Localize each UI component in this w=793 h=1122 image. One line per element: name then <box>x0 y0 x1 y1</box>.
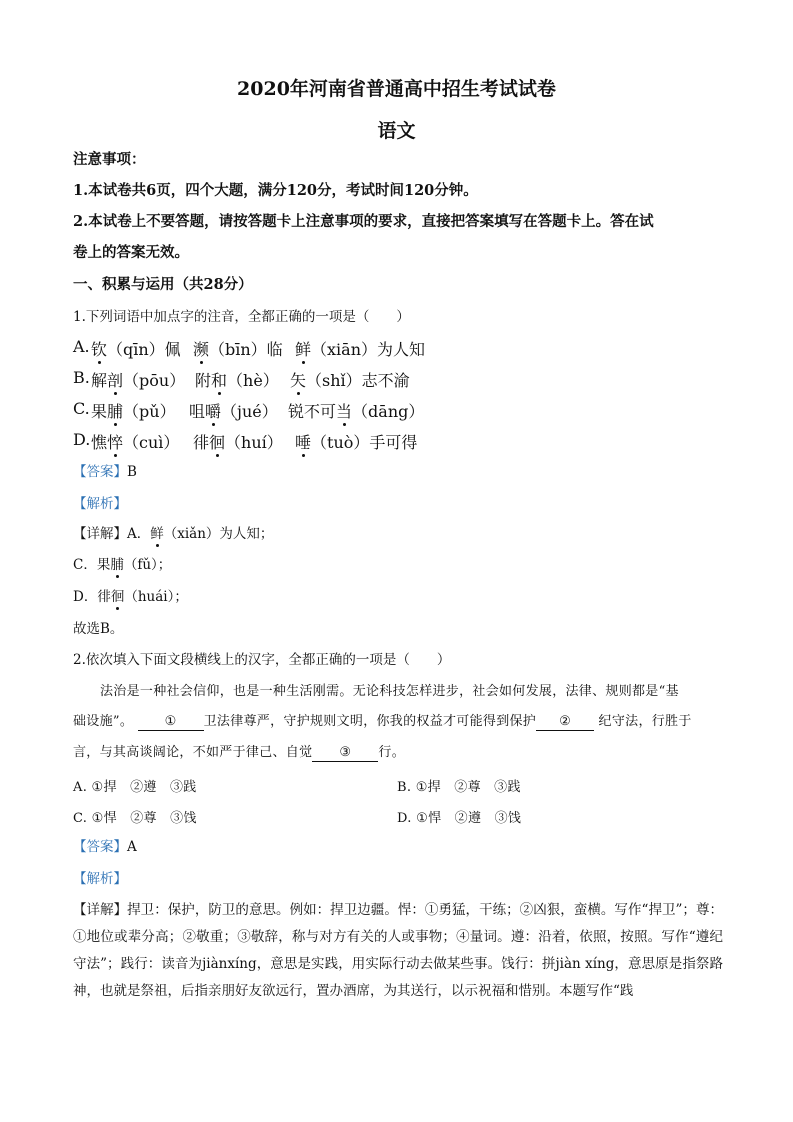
subject-title: 语文 <box>377 120 416 142</box>
q1-stem: 1.下列词语中加点字的注音，全都正确的一项是（ ） <box>73 309 410 325</box>
q1-detail-a: 【详解】A．鲜（xiǎn）为人知； <box>73 526 274 542</box>
notice-item-2-line-1: 2.本试卷上不要答题，请按答题卡上注意事项的要求，直接把答案填写在答题卡上。答在试 <box>73 213 654 230</box>
option-word: 唾（tuò）手可得 <box>295 430 417 453</box>
blank-1: ① <box>138 714 204 731</box>
q1-conclusion: 故选B。 <box>73 621 124 637</box>
option-word: 钦（qīn）佩 <box>91 337 181 360</box>
q1-analysis-label: 【解析】 <box>73 496 127 512</box>
option-word: 鲜（xiān）为人知 <box>295 337 425 360</box>
option-word: 果脯（pǔ） <box>91 399 176 422</box>
option-word: 附和（hè） <box>195 368 279 391</box>
notice-item-1: 1.本试卷共6页，四个大题，满分120分，考试时间120分钟。 <box>73 182 478 199</box>
option-label: D. <box>73 430 91 449</box>
option-word: 咀嚼（jué） <box>189 399 278 422</box>
q2-passage-line-2: 础设施”。 ① 卫法律尊严，守护规则文明，你我的权益才可能得到保护 ② 纪守法，行胜于 <box>73 714 692 729</box>
option-word: 锐不可当（dāng） <box>288 399 424 422</box>
q2-option-b: B. ①捍 ②尊 ③践 <box>397 780 521 795</box>
q2-option-a: A. ①捍 ②遵 ③践 <box>73 780 197 795</box>
option-label: B. <box>73 368 90 387</box>
option-word: 憔悴（cuì） <box>91 430 179 453</box>
q1-detail-c: C．果脯（fǔ）； <box>73 557 172 573</box>
q1-detail-d: D．徘徊（huái）； <box>73 589 188 605</box>
option-label: C. <box>73 399 90 418</box>
option-word: 濒（bīn）临 <box>193 337 283 360</box>
page-title: 2020年河南省普通高中招生考试试卷 <box>237 78 556 100</box>
q2-passage-line-3: 言，与其高谈阔论，不如严于律己、自觉 ③ 行。 <box>73 745 406 760</box>
option-word: 解剖（pōu） <box>91 368 185 391</box>
blank-3: ③ <box>312 745 378 762</box>
q2-analysis-label: 【解析】 <box>73 871 127 887</box>
section-heading: 一、积累与运用（共28分） <box>73 276 253 293</box>
notice-item-2-line-2: 卷上的答案无效。 <box>73 244 189 261</box>
q2-answer: 【答案】A <box>73 839 137 855</box>
option-label: A. <box>73 337 90 356</box>
notice-heading: 注意事项： <box>73 151 146 168</box>
q1-answer: 【答案】B <box>73 464 137 480</box>
option-word: 徘徊（huí） <box>193 430 283 453</box>
q2-passage-line-1: 法治是一种社会信仰，也是一种生活刚需。无论科技怎样进步，社会如何发展，法律、规则都是“基 <box>100 684 679 699</box>
q2-option-c: C. ①悍 ②尊 ③饯 <box>73 811 197 826</box>
q2-stem: 2.依次填入下面文段横线上的汉字，全都正确的一项是（ ） <box>73 652 451 668</box>
q2-detail: 【详解】捍卫：保护，防卫的意思。例如：捍卫边疆。悍：①勇猛，干练；②凶狠，蛮横。写作“捍卫”；尊：①地位或辈分高；②敬重；③敬辞，称与对方有关的人或事物；④量词。遵：沿着，依照，按照。写作“遵纪守法”；践行：读音为jiànxíng，意思是实践，用实际行动去做某些事。饯行：拼jiàn xíng，意思原是指祭路神，也就是祭祖，后指亲朋好友欲远行，置办酒席，为其送行，以示祝福和惜别。本题写作“践 <box>73 902 723 999</box>
option-word: 矢（shǐ）志不渝 <box>290 368 410 391</box>
blank-2: ② <box>536 714 594 731</box>
q2-option-d: D. ①悍 ②遵 ③饯 <box>397 811 522 826</box>
